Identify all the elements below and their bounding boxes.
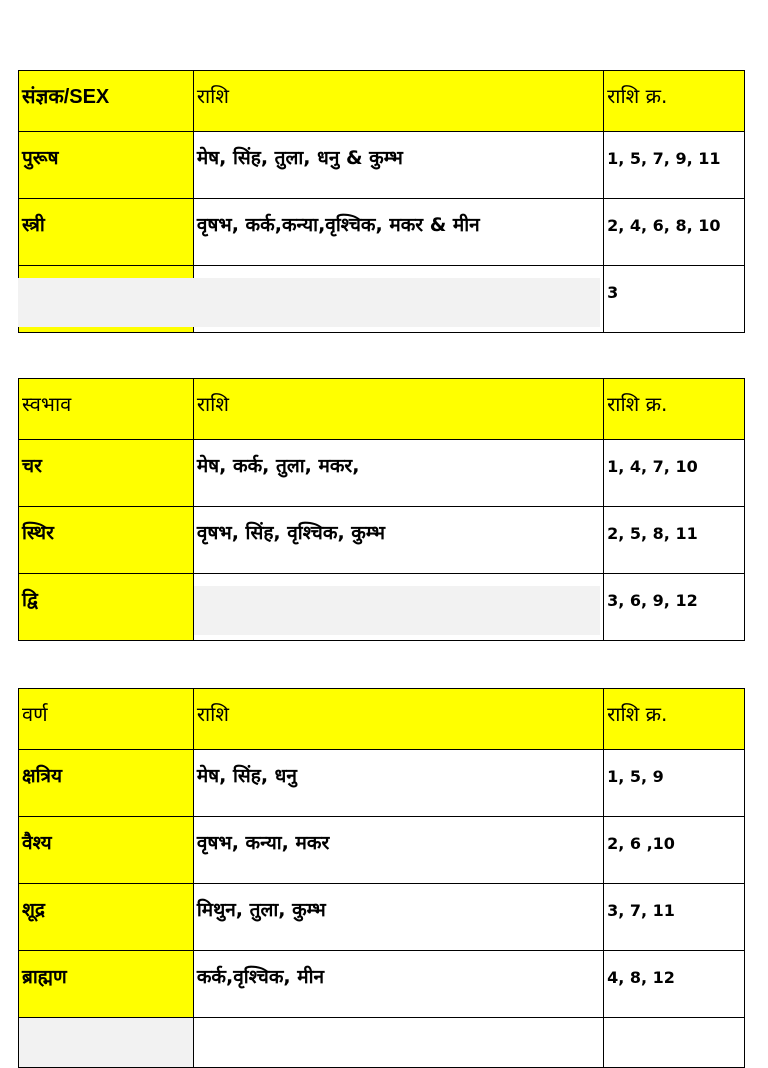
row-number: 3 (604, 266, 745, 333)
nature-table-header-row (19, 379, 745, 440)
header-rashi-number: राशि क्र. (604, 71, 745, 132)
row-number: 3, 7, 11 (604, 884, 745, 951)
row-number: 1, 5, 9 (604, 750, 745, 817)
sex-table-header-row (19, 71, 745, 132)
empty-gray-band (194, 586, 600, 635)
row-key: द्वि (19, 574, 194, 641)
row-number: 4, 8, 12 (604, 951, 745, 1018)
table-row (19, 951, 745, 1018)
table-row (19, 440, 745, 507)
row-rashi: कर्क,वृश्चिक, मीन (193, 951, 603, 1018)
table-row (19, 884, 745, 951)
header-rashi: राशि (193, 689, 603, 750)
row-number: 2, 4, 6, 8, 10 (604, 199, 745, 266)
header-nature: स्वभाव (19, 379, 194, 440)
table-row (19, 507, 745, 574)
row-key: पुरूष (19, 132, 194, 199)
empty-gray-band (18, 278, 600, 327)
empty-row (19, 1018, 745, 1068)
row-number: 2, 6 ,10 (604, 817, 745, 884)
row-key: क्षत्रिय (19, 750, 194, 817)
varna-table (18, 688, 745, 1068)
row-rashi: वृषभ, कन्या, मकर (193, 817, 603, 884)
header-rashi-number: राशि क्र. (604, 689, 745, 750)
row-key: स्त्री (19, 199, 194, 266)
empty-cell (19, 1018, 194, 1068)
table-row (19, 750, 745, 817)
row-number: 3, 6, 9, 12 (604, 574, 745, 641)
row-key: स्थिर (19, 507, 194, 574)
row-number: 1, 5, 7, 9, 11 (604, 132, 745, 199)
row-number: 2, 5, 8, 11 (604, 507, 745, 574)
row-rashi: वृषभ, कर्क,कन्या,वृश्चिक, मकर & मीन (193, 199, 603, 266)
header-varna: वर्ण (19, 689, 194, 750)
header-rashi: राशि (193, 71, 603, 132)
row-rashi: मेष, सिंह, तुला, धनु & कुम्भ (193, 132, 603, 199)
table-row (19, 817, 745, 884)
header-sex: संज्ञक/SEX (19, 71, 194, 132)
empty-cell (193, 1018, 603, 1068)
row-key: वैश्य (19, 817, 194, 884)
row-key: चर (19, 440, 194, 507)
varna-table-header-row (19, 689, 745, 750)
row-rashi: मेष, कर्क, तुला, मकर, (193, 440, 603, 507)
row-rashi: मेष, सिंह, धनु (193, 750, 603, 817)
table-row (19, 132, 745, 199)
row-rashi: वृषभ, सिंह, वृश्चिक, कुम्भ (193, 507, 603, 574)
table-row (19, 199, 745, 266)
row-rashi: मिथुन, तुला, कुम्भ (193, 884, 603, 951)
header-rashi-number: राशि क्र. (604, 379, 745, 440)
row-key: ब्राह्मण (19, 951, 194, 1018)
row-key: शूद्र (19, 884, 194, 951)
empty-cell (604, 1018, 745, 1068)
header-rashi: राशि (193, 379, 603, 440)
row-number: 1, 4, 7, 10 (604, 440, 745, 507)
